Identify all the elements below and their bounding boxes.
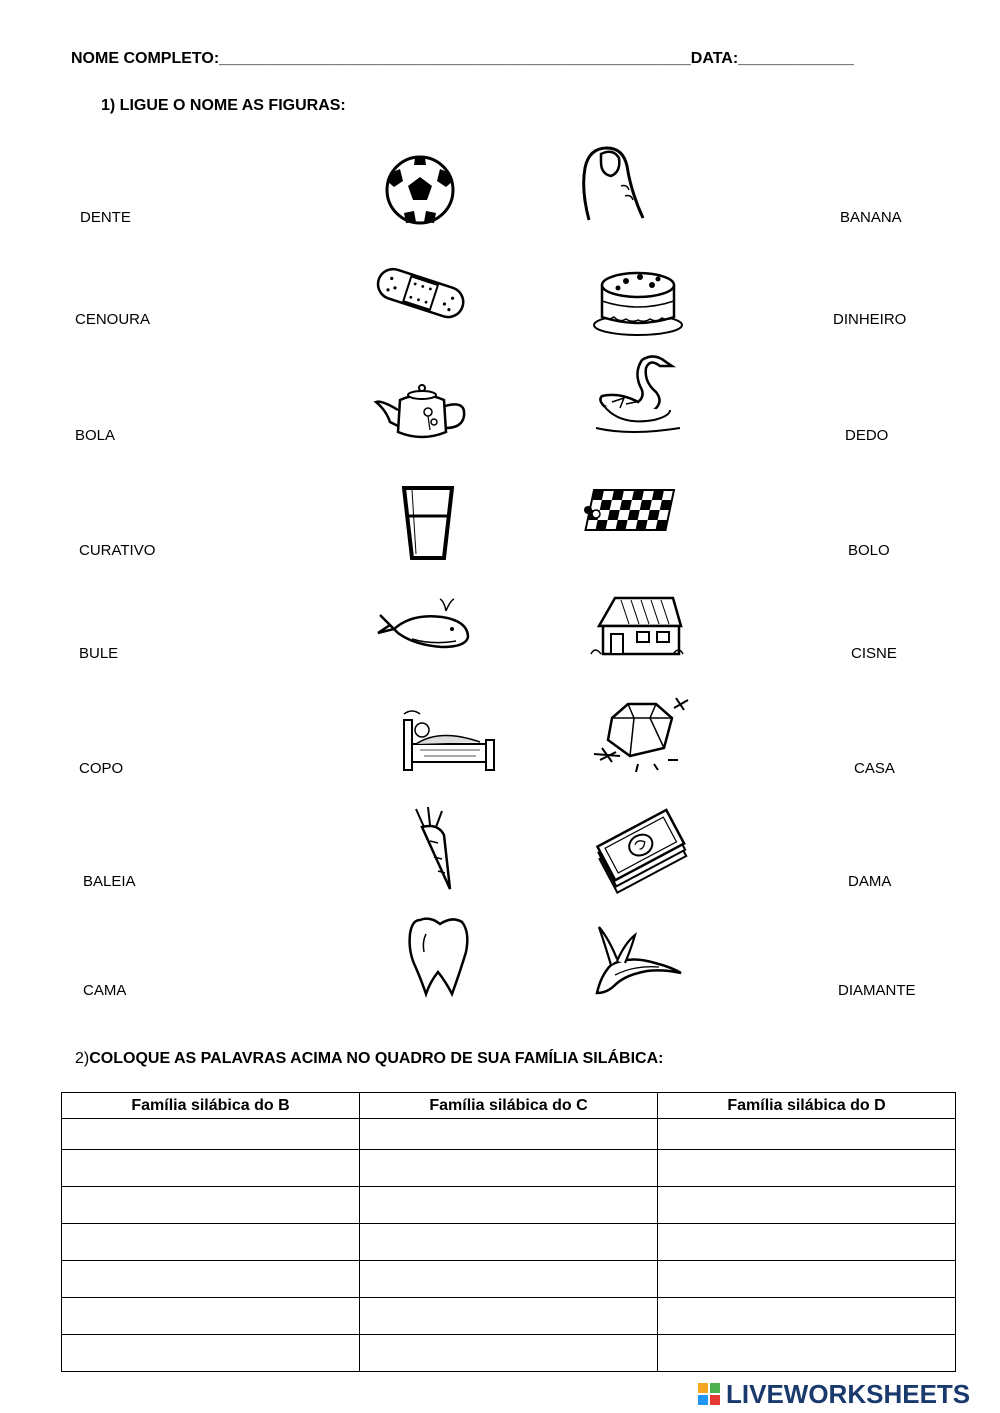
answer-cell[interactable]	[658, 1119, 956, 1150]
cake-icon	[588, 255, 688, 345]
table-row	[62, 1298, 956, 1335]
bandage-icon	[370, 250, 470, 340]
house-icon	[585, 590, 685, 680]
answer-cell[interactable]	[360, 1187, 658, 1224]
question-2-number: 2)	[75, 1050, 90, 1067]
answer-cell[interactable]	[360, 1224, 658, 1261]
right-word-4: BOLO	[848, 542, 890, 559]
bed-icon	[400, 700, 500, 790]
banana-icon	[585, 915, 685, 1005]
answer-cell[interactable]	[360, 1119, 658, 1150]
left-word-7: BALEIA	[83, 873, 136, 890]
left-word-6: COPO	[79, 760, 124, 777]
right-word-2: DINHEIRO	[833, 311, 907, 328]
table-header-row	[62, 1093, 956, 1119]
left-word-4: CURATIVO	[79, 542, 156, 559]
table-row	[62, 1119, 956, 1150]
answer-cell[interactable]	[62, 1335, 360, 1372]
answer-cell[interactable]	[62, 1224, 360, 1261]
logo-grid-icon	[698, 1383, 720, 1405]
glass-icon	[378, 478, 478, 568]
answer-cell[interactable]	[62, 1298, 360, 1335]
right-word-7: DAMA	[848, 873, 892, 890]
finger-icon	[575, 140, 675, 230]
diamond-icon	[592, 690, 692, 780]
question-2-title	[75, 1050, 663, 1068]
right-word-3: DEDO	[845, 427, 889, 444]
right-word-6: CASA	[854, 760, 895, 777]
left-word-1: DENTE	[80, 209, 131, 226]
logo-text: LIVEWORKSHEETS	[726, 1379, 971, 1409]
answer-cell[interactable]	[62, 1119, 360, 1150]
answer-cell[interactable]	[360, 1261, 658, 1298]
answer-cell[interactable]	[360, 1298, 658, 1335]
answer-cell[interactable]	[658, 1335, 956, 1372]
money-icon	[590, 805, 690, 895]
right-word-8: DIAMANTE	[838, 982, 916, 999]
checkerboard-icon	[580, 478, 680, 568]
table-row	[62, 1335, 956, 1372]
answer-cell[interactable]	[62, 1187, 360, 1224]
tooth-icon	[390, 912, 490, 1002]
left-word-3: BOLA	[75, 427, 116, 444]
left-word-5: BULE	[79, 645, 119, 662]
answer-cell[interactable]	[658, 1150, 956, 1187]
question-2-text: COLOQUE AS PALAVRAS ACIMA NO QUADRO DE SUA FAMÍLIA SILÁBICA:	[89, 1050, 664, 1067]
answer-cell[interactable]	[62, 1261, 360, 1298]
answer-cell[interactable]	[360, 1150, 658, 1187]
answer-cell[interactable]	[658, 1187, 956, 1224]
right-word-5: CISNE	[851, 645, 897, 662]
answer-cell[interactable]	[658, 1298, 956, 1335]
table-row	[62, 1261, 956, 1298]
question-1-title: 1) LIGUE O NOME AS FIGURAS:	[101, 97, 346, 114]
syllabic-family-table	[61, 1092, 956, 1372]
header-family-b: Família silábica do B	[62, 1093, 360, 1119]
left-word-2: CENOURA	[75, 311, 151, 328]
swan-icon	[590, 352, 690, 442]
carrot-icon	[390, 805, 490, 895]
left-word-8: CAMA	[83, 982, 127, 999]
header-family-d: Família silábica do D	[658, 1093, 956, 1119]
whale-icon	[372, 585, 472, 675]
liveworksheets-logo	[698, 1378, 994, 1410]
answer-cell[interactable]	[62, 1150, 360, 1187]
answer-cell[interactable]	[360, 1335, 658, 1372]
answer-cell[interactable]	[658, 1224, 956, 1261]
teapot-icon	[372, 370, 472, 460]
name-date-line: NOME COMPLETO:_____________________________________________________DATA:_____________	[71, 50, 854, 67]
table-row	[62, 1187, 956, 1224]
table-row	[62, 1150, 956, 1187]
header-family-c: Família silábica do C	[360, 1093, 658, 1119]
right-word-1: BANANA	[840, 209, 902, 226]
table-row	[62, 1224, 956, 1261]
soccer-ball-icon	[370, 145, 470, 235]
answer-cell[interactable]	[658, 1261, 956, 1298]
